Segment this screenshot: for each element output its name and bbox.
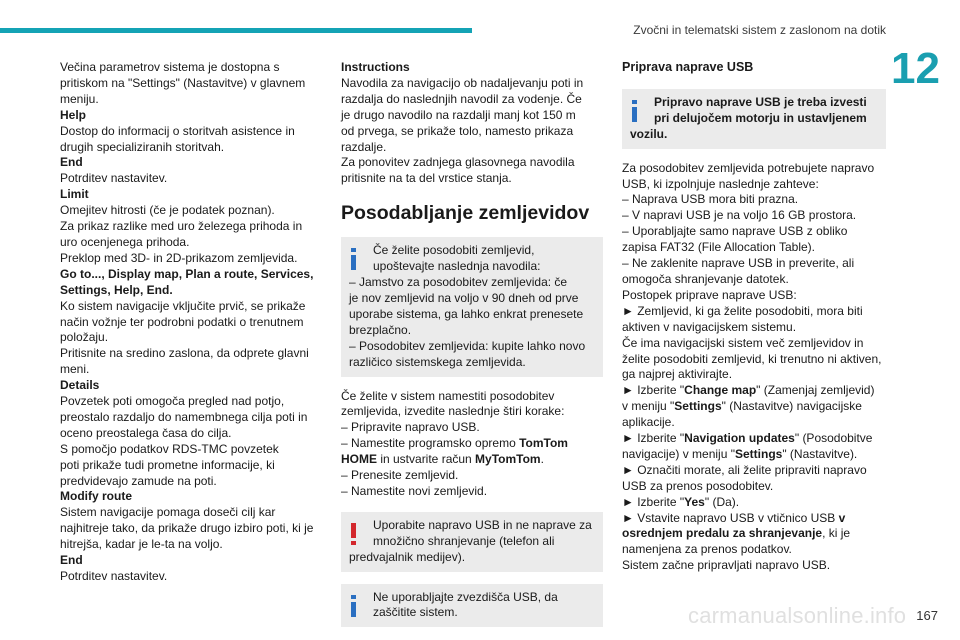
text-line: – Naprava USB mora biti prazna. [622, 192, 799, 207]
text-line: meniju. [60, 91, 99, 106]
text-line: USB, ki izpolnjuje naslednje zahteve: [622, 176, 819, 191]
text-line: upoštevajte naslednja navodila: [373, 259, 541, 274]
text-line: predvidevajo zamude na poti. [60, 473, 217, 488]
text-line: – Jamstvo za posodobitev zemljevida: če [349, 275, 568, 290]
text-line: pritisnite na ta del vrstice stanja. [341, 171, 512, 186]
help-title: Help [60, 107, 87, 122]
text-line [622, 431, 886, 447]
end-title: End [60, 553, 83, 568]
text-segment: – Namestite programsko opremo [341, 436, 520, 451]
text-line: poti prikaže tudi prometne informacije, ki [60, 457, 275, 472]
text-line: – Prenesite zemljevid. [341, 468, 459, 483]
instructions-title: Instructions [341, 60, 410, 74]
text-line: pritiskom na "Settings" (Nastavitve) v glavnem [60, 75, 306, 90]
text-segment: ► Izberite " [622, 383, 685, 398]
text-segment: ► Vstavite napravo USB v vtičnico USB [622, 510, 839, 525]
text-line: razdalje. [341, 139, 387, 154]
text-line: Sistem navigacije pomaga doseči cilj kar [60, 505, 276, 520]
text-line: različico sistemskega zemljevida. [349, 354, 526, 369]
text-segment: " (Nastavitve) navigacijske [721, 399, 862, 414]
text-segment-bold: Settings [734, 446, 783, 461]
text-line: uro ocenjenega prihoda. [60, 234, 190, 249]
text-line [622, 526, 886, 542]
text-line: oceno preostalega časa do cilja. [60, 425, 232, 440]
text-line: USB za prenos posodobitev. [622, 478, 774, 493]
watermark: carmanualsonline.info [688, 603, 907, 628]
warning-icon [351, 523, 356, 545]
text-line: – Uporabljajte samo naprave USB z obliko [622, 224, 848, 239]
text-line: želite posodobiti zemljevid, ki trenutno ni aktiven, [622, 351, 882, 366]
text-line: Postopek priprave naprave USB: [622, 287, 797, 302]
text-line [622, 399, 886, 415]
text-line: Za prikaz razlike med uro železega prihoda in [60, 219, 303, 234]
text-line: zaščitite sistem. [373, 605, 458, 620]
text-line: ► Zemljevid, ki ga želite posodobiti, mora biti [622, 303, 863, 318]
info-icon [351, 595, 356, 617]
info-notice [341, 584, 603, 628]
text-line: – Pripravite napravo USB. [341, 420, 480, 435]
text-line: ► Označiti morate, ali želite pripraviti napravo [622, 462, 867, 477]
text-line [341, 436, 603, 452]
text-line: Potrditev nastavitev. [60, 171, 168, 186]
text-line: Potrditev nastavitev. [60, 569, 168, 583]
text-line: S pomočjo podatkov RDS-TMC povzetek [60, 441, 279, 456]
text-line [622, 511, 886, 527]
text-line: uporabe sistema, ga lahko enkrat prenesete [349, 306, 584, 321]
text-line: Če želite v sistem namestiti posodobitev [341, 388, 555, 403]
text-segment: ► Izberite " [622, 494, 685, 509]
text-line: Pritisnite na sredino zaslona, da odprete glavni [60, 346, 309, 361]
text-line [622, 447, 886, 463]
text-line: omogoča shranjevanje datotek. [622, 271, 789, 286]
text-line: – Posodobitev zemljevida: kupite lahko novo [349, 338, 586, 353]
text-segment: , ki je [822, 526, 851, 541]
text-line: namenjena za prenos podatkov. [622, 542, 792, 557]
text-line: način vožnje ter podrobni podatki o trenutnem [60, 314, 304, 329]
text-line: je drugo navodilo na razdalji manj kot 150 m [341, 107, 576, 122]
text-line: Ko sistem navigacije vključite prvič, se prikaže [60, 298, 306, 313]
text-line: Povzetek poti omogoča pregled nad potjo, [60, 394, 285, 409]
text-line: Za ponovitev zadnjega glasovnega navodila [341, 155, 575, 170]
header-accent-bar [0, 28, 472, 33]
info-notice [341, 237, 603, 376]
chapter-title: Zvočni in telematski sistem z zaslonom na dotik [633, 23, 886, 37]
text-line: Dostop do informacij o storitvah asistence in [60, 123, 295, 138]
section-heading: Posodabljanje zemljevidov [341, 202, 590, 225]
text-segment-bold: MyTomTom [475, 452, 541, 467]
text-line: ga najprej aktivirajte. [622, 367, 733, 382]
text-line: Za posodobitev zemljevida potrebujete napravo [622, 160, 875, 175]
text-line: preostalo razdaljo do namembnega cilja poti in [60, 409, 308, 424]
text-segment-bold: v [838, 510, 846, 525]
end-title: End [60, 155, 83, 170]
text-line: meni. [60, 362, 90, 377]
chapter-number: 12 [891, 44, 940, 93]
text-segment-bold: Change map [684, 383, 757, 398]
text-line: Sistem začne pripravljati napravo USB. [622, 558, 831, 573]
text-segment-bold: TomTom [519, 436, 568, 451]
limit-title: Limit [60, 187, 89, 202]
text-segment: v meniju " [622, 399, 675, 414]
text-segment: navigacije) v meniju " [622, 446, 735, 461]
text-segment-bold: HOME [341, 452, 377, 467]
text-line: je nov zemljevid na voljo v 90 dneh od prve [349, 290, 579, 305]
text-line: predvajalnik medijev). [349, 549, 466, 564]
text-line: od prvega, se prikaže tolo, namesto prikaza [341, 123, 574, 138]
text-line: aplikacije. [622, 415, 675, 430]
column-2 [341, 60, 603, 639]
text-line [622, 495, 886, 511]
section-subheading: Priprava naprave USB [622, 60, 754, 74]
text-line: Preklop med 3D- in 2D-prikazom zemljevida. [60, 250, 298, 265]
details-title: Details [60, 378, 100, 393]
text-segment: . [540, 452, 544, 467]
text-line: položaju. [60, 330, 109, 345]
text-line: razdalja do naslednjih navodil za vodenje. Če [341, 91, 582, 106]
menu-options: Go to..., Display map, Plan a route, Services, [60, 266, 314, 281]
text-line [341, 452, 603, 468]
text-segment: " (Da). [704, 494, 740, 509]
modify-route-title: Modify route [60, 489, 132, 504]
text-line: pri delujočem motorju in ustavljenem [654, 110, 867, 125]
text-line: Omejitev hitrosti (če je podatek poznan). [60, 203, 275, 218]
text-line: – Namestite novi zemljevid. [341, 483, 488, 498]
page-number: 167 [916, 608, 938, 623]
text-line: drugih specializiranih storitvah. [60, 139, 225, 154]
text-line: zapisa FAT32 (File Allocation Table). [622, 240, 815, 255]
info-icon [632, 100, 637, 122]
warning-notice [341, 512, 603, 572]
text-line: množično shranjevanje (telefon ali [373, 533, 555, 548]
info-notice [622, 89, 886, 149]
text-segment: " (Posodobitve [794, 431, 873, 446]
column-1 [60, 60, 322, 585]
text-line: hitrejša, kadar je le-ta na voljo. [60, 537, 223, 552]
text-segment-bold: osrednjem predalu za shranjevanje [622, 526, 823, 541]
text-line: Ne uporabljajte zvezdišča USB, da [373, 589, 558, 604]
text-line: zemljevida, izvedite naslednje štiri korake: [341, 404, 565, 419]
text-line: vozilu. [630, 126, 668, 141]
text-line [622, 383, 886, 399]
text-segment-bold: Yes [684, 494, 705, 509]
text-line: Večina parametrov sistema je dostopna s [60, 60, 280, 74]
text-segment: " (Zamenjaj zemljevid) [756, 383, 875, 398]
text-line: – Ne zaklenite naprave USB in preverite, ali [622, 256, 855, 271]
text-segment: in ustvarite račun [377, 452, 476, 467]
text-line: aktiven v navigacijskem sistemu. [622, 319, 797, 334]
text-line: – V napravi USB je na voljo 16 GB prostora. [622, 208, 857, 223]
info-icon [351, 248, 356, 270]
menu-options: Settings, Help, End. [60, 282, 173, 297]
text-line: Navodila za navigacijo ob nadaljevanju poti in [341, 75, 584, 90]
text-segment-bold: Navigation updates [684, 431, 795, 446]
text-line: Če želite posodobiti zemljevid, [373, 243, 535, 258]
text-line: brezplačno. [349, 322, 412, 337]
text-line: Če ima navigacijski sistem več zemljevidov in [622, 335, 864, 350]
column-3 [622, 60, 886, 574]
text-line: Uporabite napravo USB in ne naprave za [373, 517, 592, 532]
text-segment: ► Izberite " [622, 431, 685, 446]
text-line: najhitreje tako, da prikaže drugo izbiro poti, ki je [60, 521, 314, 536]
text-segment: " (Nastavitve). [782, 446, 858, 461]
text-segment-bold: Settings [674, 399, 722, 414]
text-line: Pripravo naprave USB je treba izvesti [654, 94, 867, 109]
